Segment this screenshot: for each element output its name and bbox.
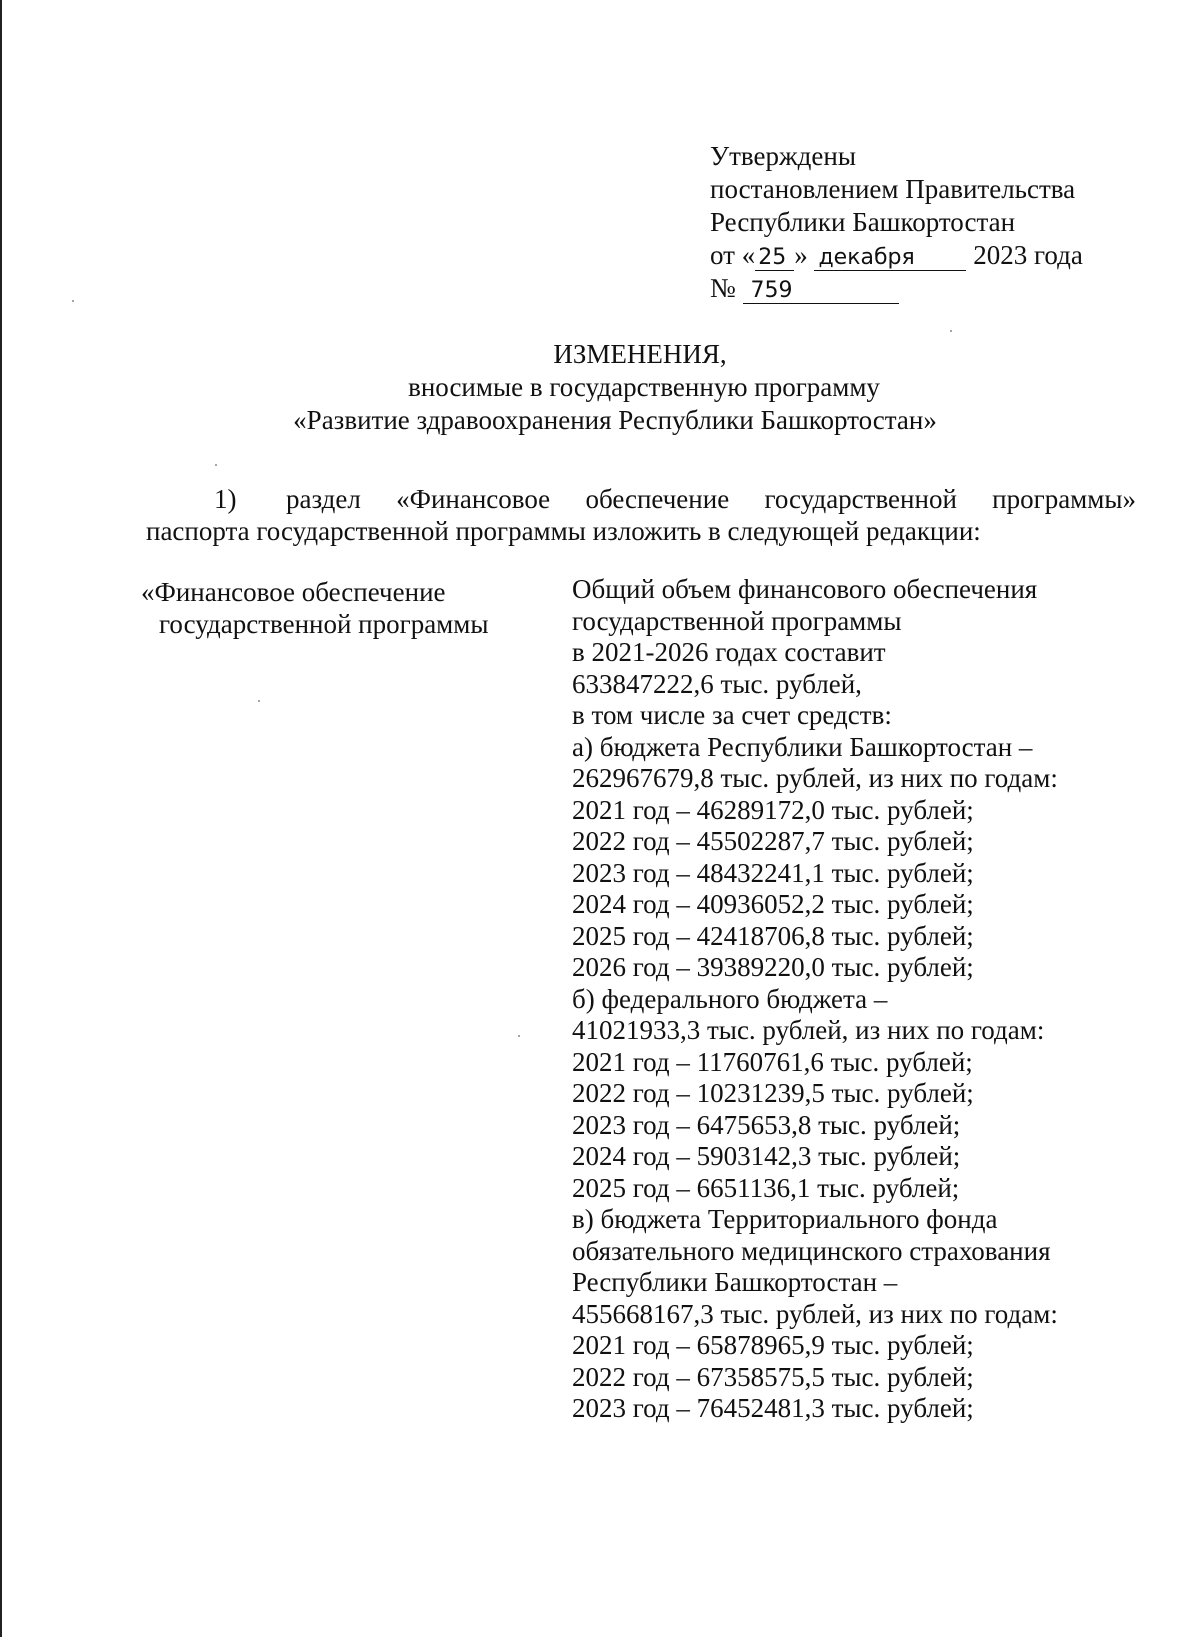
item-1-text-1: раздел «Финансовое обеспечение государственной программы» bbox=[286, 484, 1136, 514]
section-content-line: 2023 год – 6475653,8 тыс. рублей; bbox=[572, 1109, 961, 1140]
section-content-line: обязательного медицинского страхования bbox=[572, 1235, 1051, 1266]
section-content-line: 2024 год – 40936052,2 тыс. рублей; bbox=[572, 889, 974, 919]
scan-speck bbox=[950, 330, 952, 332]
approval-line-3: Республики Башкортостан bbox=[710, 207, 1016, 237]
section-content-line: Общий объем финансового обеспечения bbox=[572, 574, 1038, 604]
item-1-text-2: паспорта государственной программы изложить в следующей редакции: bbox=[146, 516, 981, 546]
approval-line-2: постановлением Правительства bbox=[710, 174, 1076, 204]
section-content-line: б) федерального бюджета – bbox=[572, 983, 888, 1014]
section-content-line: государственной программы bbox=[572, 605, 902, 636]
section-content-line: в 2021-2026 годах составит bbox=[572, 637, 886, 667]
section-content-line: Республики Башкортостан – bbox=[572, 1267, 898, 1297]
date-day-handwritten: 25 bbox=[755, 246, 794, 271]
approval-line-1: Утверждены bbox=[710, 141, 856, 171]
section-content-line: 633847222,6 тыс. рублей, bbox=[572, 668, 862, 699]
scan-speck bbox=[72, 300, 74, 302]
section-content-line: 2021 год – 65878965,9 тыс. рублей; bbox=[572, 1330, 974, 1360]
section-content-line: в том числе за счет средств: bbox=[572, 700, 892, 730]
scan-speck bbox=[258, 700, 260, 702]
document-heading bbox=[0, 338, 1200, 437]
item-1-paragraph bbox=[146, 483, 1136, 547]
document-number-handwritten: 759 bbox=[743, 279, 899, 304]
section-label-line-1: «Финансовое обеспечение bbox=[141, 577, 446, 607]
section-content-line: 2021 год – 46289172,0 тыс. рублей; bbox=[572, 794, 974, 825]
section-content bbox=[572, 574, 1058, 1425]
section-content-line: в) бюджета Территориального фонда bbox=[572, 1204, 998, 1234]
section-content-line: 41021933,3 тыс. рублей, из них по годам: bbox=[572, 1015, 1045, 1045]
section-content-line: 2023 год – 48432241,1 тыс. рублей; bbox=[572, 857, 974, 888]
approval-date-line bbox=[710, 239, 1083, 272]
section-content-line: 2021 год – 11760761,6 тыс. рублей; bbox=[572, 1046, 973, 1077]
date-year: 2023 года bbox=[973, 240, 1083, 270]
section-content-line: 2023 год – 76452481,3 тыс. рублей; bbox=[572, 1393, 974, 1423]
item-1-first-line bbox=[146, 483, 1136, 515]
section-content-line: 2022 год – 67358575,5 тыс. рублей; bbox=[572, 1361, 974, 1392]
section-content-line: 2022 год – 10231239,5 тыс. рублей; bbox=[572, 1078, 974, 1108]
scan-speck bbox=[215, 464, 217, 466]
date-month-handwritten: декабря bbox=[814, 246, 966, 271]
section-label bbox=[141, 576, 489, 640]
item-1-number: 1) bbox=[214, 484, 237, 514]
section-label-line-2: государственной программы bbox=[159, 609, 489, 639]
date-mid: » bbox=[794, 240, 815, 270]
number-prefix: № bbox=[710, 273, 743, 303]
scan-edge-line bbox=[0, 0, 2, 1637]
section-content-line: 262967679,8 тыс. рублей, из них по годам: bbox=[572, 763, 1058, 793]
section-content-line: 2025 год – 6651136,1 тыс. рублей; bbox=[572, 1172, 960, 1203]
heading-subtitle-1: вносимые в государственную программу bbox=[408, 372, 880, 402]
heading-title: ИЗМЕНЕНИЯ, bbox=[553, 339, 727, 369]
section-content-line: 2022 год – 45502287,7 тыс. рублей; bbox=[572, 826, 974, 856]
scan-speck bbox=[518, 1035, 520, 1037]
approval-block bbox=[710, 140, 1083, 305]
section-content-line: 2024 год – 5903142,3 тыс. рублей; bbox=[572, 1141, 961, 1171]
heading-subtitle-2: «Развитие здравоохранения Республики Башкортостан» bbox=[293, 405, 937, 435]
date-prefix: от « bbox=[710, 240, 756, 270]
approval-number-line bbox=[710, 272, 1083, 305]
section-content-line: 455668167,3 тыс. рублей, из них по годам: bbox=[572, 1298, 1058, 1329]
section-content-line: 2025 год – 42418706,8 тыс. рублей; bbox=[572, 920, 974, 951]
section-content-line: а) бюджета Республики Башкортостан – bbox=[572, 731, 1033, 762]
section-content-line: 2026 год – 39389220,0 тыс. рублей; bbox=[572, 952, 974, 982]
